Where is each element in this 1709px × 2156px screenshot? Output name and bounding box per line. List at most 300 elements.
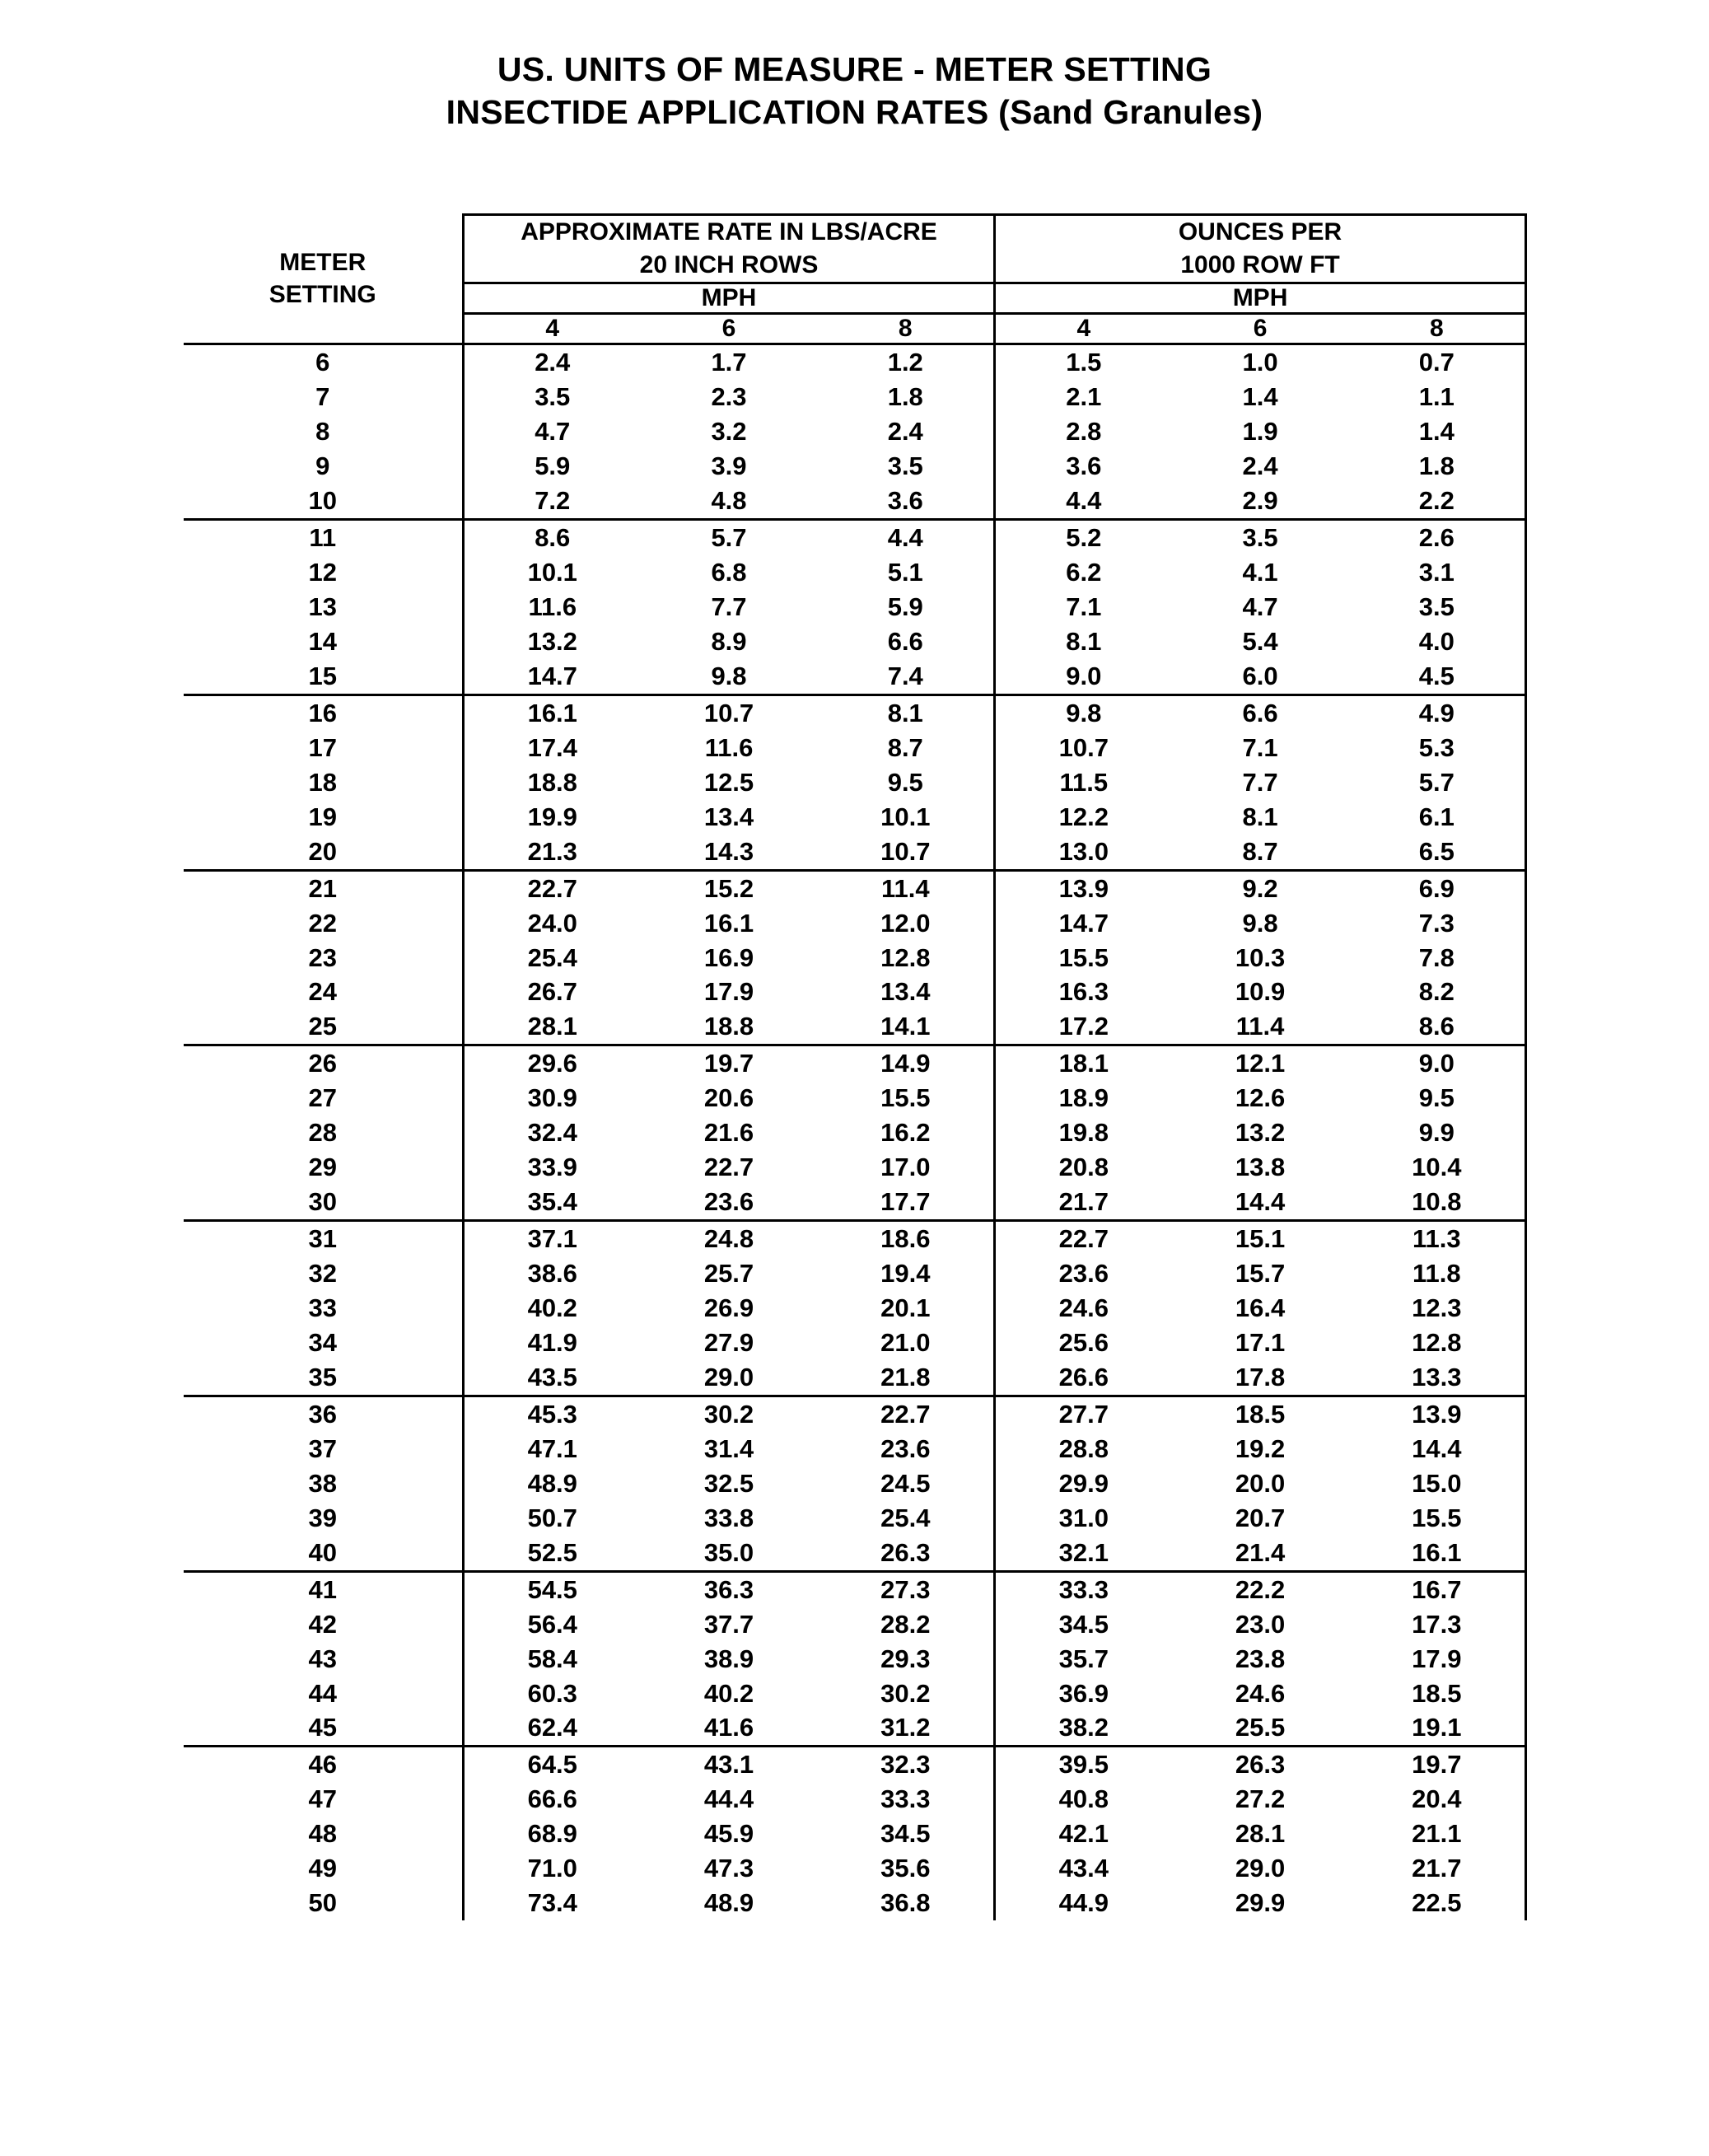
cell-lbs-per-acre: 11.6 [704, 732, 754, 762]
cell-lbs-per-acre: 1.2 [818, 344, 995, 380]
group-header-oz-line-2: 1000 ROW FT [1180, 251, 1340, 279]
cell-meter-setting: 44 [308, 1678, 337, 1708]
cell-lbs-per-acre: 19.9 [464, 800, 641, 835]
cell-ounces-per-1000ft: 12.2 [1058, 802, 1109, 831]
cell-ounces-per-1000ft: 18.5 [1349, 1677, 1526, 1711]
cell-meter-setting: 11 [184, 520, 464, 555]
cell-ounces-per-1000ft: 26.3 [1172, 1747, 1349, 1782]
table-row [184, 484, 1526, 519]
cell-lbs-per-acre: 32.4 [464, 1115, 641, 1150]
cell-ounces-per-1000ft: 12.1 [1172, 1045, 1349, 1081]
cell-lbs-per-acre: 7.4 [818, 659, 995, 695]
cell-ounces-per-1000ft: 10.3 [1235, 942, 1286, 972]
cell-lbs-per-acre: 45.9 [703, 1819, 754, 1849]
cell-ounces-per-1000ft: 8.1 [1242, 802, 1278, 831]
table-row [184, 344, 1526, 380]
cell-lbs-per-acre: 48.9 [703, 1888, 754, 1918]
cell-ounces-per-1000ft: 3.1 [1349, 555, 1526, 590]
cell-ounces-per-1000ft: 19.7 [1349, 1747, 1526, 1782]
cell-lbs-per-acre: 16.9 [703, 942, 754, 972]
cell-ounces-per-1000ft: 8.6 [1349, 1009, 1526, 1045]
cell-lbs-per-acre: 14.7 [464, 659, 641, 695]
cell-lbs-per-acre: 56.4 [464, 1607, 641, 1642]
cell-lbs-per-acre: 16.2 [818, 1115, 995, 1150]
cell-ounces-per-1000ft: 35.7 [1058, 1644, 1109, 1673]
cell-ounces-per-1000ft: 4.1 [1242, 558, 1278, 587]
cell-lbs-per-acre: 17.4 [464, 731, 641, 765]
table-row [184, 624, 1526, 659]
column-header-lbs-8mph: 8 [818, 314, 995, 344]
cell-meter-setting: 30 [308, 1187, 337, 1217]
cell-meter-setting: 47 [308, 1784, 337, 1814]
table-row [184, 906, 1526, 941]
cell-ounces-per-1000ft: 1.9 [1242, 417, 1278, 447]
cell-ounces-per-1000ft: 6.0 [1242, 661, 1278, 690]
cell-meter-setting: 39 [308, 1503, 337, 1532]
cell-lbs-per-acre: 18.8 [703, 1012, 754, 1041]
cell-ounces-per-1000ft: 9.9 [1349, 1115, 1526, 1150]
unit-header-oz-mph: MPH [995, 283, 1526, 314]
cell-ounces-per-1000ft: 13.0 [1058, 836, 1109, 866]
cell-lbs-per-acre: 41.6 [703, 1713, 754, 1742]
cell-ounces-per-1000ft: 14.7 [1058, 908, 1109, 938]
cell-ounces-per-1000ft: 8.1 [1066, 626, 1102, 656]
cell-ounces-per-1000ft: 17.2 [1058, 1012, 1109, 1041]
table-row [184, 1150, 1526, 1185]
cell-ounces-per-1000ft: 29.9 [1058, 1468, 1109, 1498]
cell-lbs-per-acre: 30.9 [464, 1081, 641, 1115]
cell-lbs-per-acre: 35.6 [818, 1851, 995, 1886]
cell-lbs-per-acre: 21.0 [818, 1326, 995, 1360]
cell-ounces-per-1000ft: 17.1 [1235, 1328, 1286, 1357]
table-body [184, 344, 1526, 1920]
table-row [184, 731, 1526, 765]
cell-ounces-per-1000ft: 42.1 [1058, 1819, 1109, 1849]
cell-ounces-per-1000ft: 8.7 [1242, 836, 1278, 866]
cell-lbs-per-acre: 14.1 [818, 1009, 995, 1045]
table-row [184, 1536, 1526, 1571]
cell-lbs-per-acre: 25.4 [818, 1501, 995, 1536]
table-row [184, 1782, 1526, 1817]
cell-lbs-per-acre: 8.1 [818, 695, 995, 730]
cell-lbs-per-acre: 29.0 [703, 1362, 754, 1391]
cell-lbs-per-acre: 4.8 [711, 486, 747, 516]
cell-lbs-per-acre: 16.1 [464, 695, 641, 730]
cell-ounces-per-1000ft: 11.8 [1349, 1256, 1526, 1291]
cell-ounces-per-1000ft: 19.1 [1349, 1710, 1526, 1746]
cell-lbs-per-acre: 24.0 [464, 906, 641, 941]
table-row [184, 1747, 1526, 1782]
cell-ounces-per-1000ft: 27.2 [1235, 1784, 1286, 1814]
cell-ounces-per-1000ft: 3.5 [1349, 590, 1526, 624]
cell-lbs-per-acre: 28.2 [818, 1607, 995, 1642]
cell-lbs-per-acre: 20.6 [703, 1083, 754, 1113]
cell-ounces-per-1000ft: 1.5 [995, 344, 1172, 380]
cell-meter-setting: 36 [184, 1396, 464, 1431]
cell-lbs-per-acre: 26.9 [703, 1293, 754, 1323]
cell-meter-setting: 14 [308, 626, 337, 656]
cell-lbs-per-acre: 52.5 [464, 1536, 641, 1571]
cell-ounces-per-1000ft: 18.5 [1172, 1396, 1349, 1431]
cell-ounces-per-1000ft: 21.1 [1349, 1817, 1526, 1851]
cell-lbs-per-acre: 5.1 [818, 555, 995, 590]
cell-lbs-per-acre: 1.7 [641, 344, 818, 380]
cell-lbs-per-acre: 40.2 [464, 1291, 641, 1326]
cell-lbs-per-acre: 6.8 [711, 558, 747, 587]
cell-lbs-per-acre: 43.5 [464, 1360, 641, 1396]
cell-lbs-per-acre: 50.7 [464, 1501, 641, 1536]
cell-lbs-per-acre: 36.8 [818, 1886, 995, 1920]
cell-ounces-per-1000ft: 13.8 [1235, 1153, 1286, 1182]
cell-lbs-per-acre: 17.0 [818, 1150, 995, 1185]
cell-lbs-per-acre: 3.5 [464, 380, 641, 414]
cell-lbs-per-acre: 10.7 [818, 835, 995, 870]
cell-ounces-per-1000ft: 6.1 [1349, 800, 1526, 835]
cell-ounces-per-1000ft: 11.3 [1349, 1221, 1526, 1256]
cell-lbs-per-acre: 18.8 [464, 765, 641, 800]
table-row [184, 1081, 1526, 1115]
cell-ounces-per-1000ft: 16.3 [1058, 977, 1109, 1007]
cell-lbs-per-acre: 5.7 [641, 520, 818, 555]
rates-table-container [184, 134, 1526, 1920]
table-row [184, 1607, 1526, 1642]
cell-meter-setting: 43 [308, 1644, 337, 1673]
cell-lbs-per-acre: 48.9 [464, 1466, 641, 1501]
cell-meter-setting: 31 [184, 1221, 464, 1256]
cell-lbs-per-acre: 27.3 [818, 1571, 995, 1606]
cell-lbs-per-acre: 26.3 [818, 1536, 995, 1571]
header-row-group-titles [184, 214, 1526, 283]
table-row [184, 1677, 1526, 1711]
cell-meter-setting: 28 [308, 1118, 337, 1148]
cell-ounces-per-1000ft: 43.4 [1058, 1854, 1109, 1883]
cell-meter-setting: 9 [315, 451, 330, 481]
cell-meter-setting: 12 [308, 558, 337, 587]
table-row [184, 1291, 1526, 1326]
cell-ounces-per-1000ft: 5.3 [1349, 731, 1526, 765]
cell-ounces-per-1000ft: 22.7 [995, 1221, 1172, 1256]
cell-lbs-per-acre: 44.4 [703, 1784, 754, 1814]
cell-ounces-per-1000ft: 29.9 [1235, 1888, 1286, 1918]
cell-lbs-per-acre: 29.3 [818, 1642, 995, 1677]
cell-ounces-per-1000ft: 22.2 [1172, 1571, 1349, 1606]
table-row [184, 800, 1526, 835]
cell-lbs-per-acre: 2.3 [711, 382, 747, 412]
table-row [184, 1710, 1526, 1746]
cell-ounces-per-1000ft: 19.2 [1235, 1433, 1286, 1463]
cell-ounces-per-1000ft: 6.9 [1349, 870, 1526, 905]
cell-meter-setting: 48 [308, 1819, 337, 1849]
table-header [184, 214, 1526, 344]
cell-ounces-per-1000ft: 10.9 [1235, 977, 1286, 1007]
cell-lbs-per-acre: 38.9 [703, 1644, 754, 1673]
cell-ounces-per-1000ft: 20.4 [1349, 1782, 1526, 1817]
table-row [184, 555, 1526, 590]
table-row [184, 1396, 1526, 1431]
cell-ounces-per-1000ft: 24.6 [1235, 1678, 1286, 1708]
row-header-meter-setting [184, 214, 464, 344]
table-row [184, 1571, 1526, 1606]
cell-lbs-per-acre: 38.6 [464, 1256, 641, 1291]
cell-meter-setting: 32 [308, 1259, 337, 1288]
column-header-oz-6mph: 6 [1253, 315, 1268, 343]
cell-lbs-per-acre: 23.6 [818, 1432, 995, 1466]
table-row [184, 520, 1526, 555]
cell-meter-setting: 18 [308, 767, 337, 797]
cell-ounces-per-1000ft: 15.1 [1172, 1221, 1349, 1256]
cell-ounces-per-1000ft: 20.0 [1235, 1468, 1286, 1498]
cell-lbs-per-acre: 8.9 [711, 626, 747, 656]
cell-meter-setting: 21 [184, 870, 464, 905]
cell-lbs-per-acre: 3.9 [711, 451, 747, 481]
cell-lbs-per-acre: 10.1 [818, 800, 995, 835]
table-row [184, 1642, 1526, 1677]
cell-ounces-per-1000ft: 8.2 [1349, 975, 1526, 1009]
cell-meter-setting: 20 [308, 836, 337, 866]
cell-meter-setting: 7 [315, 382, 330, 412]
cell-ounces-per-1000ft: 12.8 [1349, 1326, 1526, 1360]
column-header-lbs-4mph: 4 [464, 314, 641, 344]
cell-lbs-per-acre: 33.8 [703, 1503, 754, 1532]
cell-ounces-per-1000ft: 9.0 [1349, 1045, 1526, 1081]
cell-meter-setting: 41 [184, 1571, 464, 1606]
cell-lbs-per-acre: 31.2 [818, 1710, 995, 1746]
cell-ounces-per-1000ft: 13.2 [1235, 1118, 1286, 1148]
cell-lbs-per-acre: 41.9 [464, 1326, 641, 1360]
column-header-lbs-6mph: 6 [721, 315, 736, 343]
rates-table [184, 213, 1528, 1920]
cell-ounces-per-1000ft: 44.9 [1058, 1888, 1109, 1918]
cell-ounces-per-1000ft: 13.3 [1349, 1360, 1526, 1396]
cell-lbs-per-acre: 10.1 [464, 555, 641, 590]
cell-ounces-per-1000ft: 1.4 [1242, 382, 1278, 412]
unit-header-lbs-mph: MPH [464, 283, 995, 314]
cell-meter-setting: 46 [184, 1747, 464, 1782]
table-row [184, 975, 1526, 1009]
cell-lbs-per-acre: 34.5 [818, 1817, 995, 1851]
cell-lbs-per-acre: 73.4 [464, 1886, 641, 1920]
cell-lbs-per-acre: 22.7 [818, 1396, 995, 1431]
cell-ounces-per-1000ft: 9.8 [995, 695, 1172, 730]
cell-ounces-per-1000ft: 4.4 [1066, 486, 1102, 516]
cell-ounces-per-1000ft: 13.9 [1349, 1396, 1526, 1431]
cell-meter-setting: 16 [184, 695, 464, 730]
cell-lbs-per-acre: 47.3 [703, 1854, 754, 1883]
cell-lbs-per-acre: 11.4 [818, 870, 995, 905]
cell-lbs-per-acre: 13.2 [464, 624, 641, 659]
cell-ounces-per-1000ft: 1.1 [1349, 380, 1526, 414]
cell-ounces-per-1000ft: 12.6 [1235, 1083, 1286, 1113]
table-row [184, 765, 1526, 800]
cell-ounces-per-1000ft: 15.5 [1058, 942, 1109, 972]
cell-lbs-per-acre: 10.7 [641, 695, 818, 730]
cell-ounces-per-1000ft: 28.8 [1058, 1433, 1109, 1463]
cell-lbs-per-acre: 24.5 [818, 1466, 995, 1501]
cell-lbs-per-acre: 9.8 [711, 661, 747, 690]
cell-ounces-per-1000ft: 2.2 [1349, 484, 1526, 519]
group-header-lbs-line-2: 20 INCH ROWS [639, 251, 819, 279]
cell-ounces-per-1000ft: 2.4 [1242, 451, 1278, 481]
cell-lbs-per-acre: 33.3 [818, 1782, 995, 1817]
table-row [184, 1009, 1526, 1045]
cell-lbs-per-acre: 5.9 [464, 449, 641, 484]
page-title [0, 0, 1709, 134]
cell-ounces-per-1000ft: 31.0 [1058, 1503, 1109, 1532]
cell-lbs-per-acre: 71.0 [464, 1851, 641, 1886]
cell-ounces-per-1000ft: 11.4 [1235, 1012, 1285, 1041]
cell-lbs-per-acre: 40.2 [703, 1678, 754, 1708]
cell-lbs-per-acre: 5.9 [818, 590, 995, 624]
cell-lbs-per-acre: 22.7 [464, 870, 641, 905]
cell-lbs-per-acre: 21.6 [703, 1118, 754, 1148]
cell-ounces-per-1000ft: 15.7 [1235, 1259, 1286, 1288]
cell-ounces-per-1000ft: 15.0 [1349, 1466, 1526, 1501]
cell-meter-setting: 35 [308, 1362, 337, 1391]
cell-meter-setting: 15 [308, 661, 337, 690]
cell-lbs-per-acre: 24.8 [641, 1221, 818, 1256]
cell-ounces-per-1000ft: 4.9 [1349, 695, 1526, 730]
cell-ounces-per-1000ft: 16.1 [1349, 1536, 1526, 1571]
cell-ounces-per-1000ft: 26.6 [1058, 1362, 1109, 1391]
table-row [184, 1360, 1526, 1396]
cell-lbs-per-acre: 37.7 [703, 1609, 754, 1639]
cell-lbs-per-acre: 45.3 [464, 1396, 641, 1431]
cell-ounces-per-1000ft: 21.4 [1235, 1537, 1286, 1567]
cell-ounces-per-1000ft: 6.6 [1172, 695, 1349, 730]
cell-lbs-per-acre: 66.6 [464, 1782, 641, 1817]
cell-lbs-per-acre: 23.6 [703, 1187, 754, 1217]
cell-lbs-per-acre: 17.9 [703, 977, 754, 1007]
cell-lbs-per-acre: 64.5 [464, 1747, 641, 1782]
table-row [184, 659, 1526, 695]
cell-meter-setting: 26 [184, 1045, 464, 1081]
cell-ounces-per-1000ft: 7.7 [1242, 767, 1278, 797]
table-row [184, 1185, 1526, 1220]
cell-ounces-per-1000ft: 17.9 [1349, 1642, 1526, 1677]
cell-lbs-per-acre: 32.3 [818, 1747, 995, 1782]
cell-ounces-per-1000ft: 7.1 [1242, 732, 1278, 762]
cell-lbs-per-acre: 22.7 [703, 1153, 754, 1182]
cell-lbs-per-acre: 60.3 [464, 1677, 641, 1711]
column-header-oz-4mph: 4 [1076, 315, 1091, 343]
cell-ounces-per-1000ft: 2.9 [1242, 486, 1278, 516]
cell-lbs-per-acre: 14.3 [703, 836, 754, 866]
cell-meter-setting: 22 [308, 908, 337, 938]
cell-ounces-per-1000ft: 5.2 [995, 520, 1172, 555]
cell-ounces-per-1000ft: 19.8 [1058, 1118, 1109, 1148]
cell-ounces-per-1000ft: 32.1 [1058, 1537, 1109, 1567]
table-row [184, 1886, 1526, 1920]
cell-lbs-per-acre: 12.0 [818, 906, 995, 941]
cell-ounces-per-1000ft: 27.7 [995, 1396, 1172, 1431]
cell-ounces-per-1000ft: 4.5 [1349, 659, 1526, 695]
cell-ounces-per-1000ft: 1.4 [1349, 414, 1526, 449]
cell-ounces-per-1000ft: 20.7 [1235, 1503, 1286, 1532]
cell-lbs-per-acre: 47.1 [464, 1432, 641, 1466]
table-row [184, 1501, 1526, 1536]
cell-lbs-per-acre: 19.4 [818, 1256, 995, 1291]
cell-lbs-per-acre: 26.7 [464, 975, 641, 1009]
cell-ounces-per-1000ft: 22.5 [1349, 1886, 1526, 1920]
cell-lbs-per-acre: 27.9 [703, 1328, 754, 1357]
table-row [184, 1851, 1526, 1886]
title-line-2: INSECTIDE APPLICATION RATES (Sand Granules) [446, 93, 1263, 132]
cell-lbs-per-acre: 4.7 [464, 414, 641, 449]
cell-lbs-per-acre: 14.9 [818, 1045, 995, 1081]
cell-lbs-per-acre: 13.4 [818, 975, 995, 1009]
cell-ounces-per-1000ft: 21.7 [1349, 1851, 1526, 1886]
cell-lbs-per-acre: 2.4 [464, 344, 641, 380]
cell-lbs-per-acre: 30.2 [818, 1677, 995, 1711]
cell-ounces-per-1000ft: 11.5 [1059, 767, 1109, 797]
cell-ounces-per-1000ft: 23.6 [1058, 1259, 1109, 1288]
cell-ounces-per-1000ft: 1.0 [1172, 344, 1349, 380]
cell-ounces-per-1000ft: 2.6 [1349, 520, 1526, 555]
cell-lbs-per-acre: 37.1 [464, 1221, 641, 1256]
cell-ounces-per-1000ft: 28.1 [1235, 1819, 1286, 1849]
cell-lbs-per-acre: 11.6 [464, 590, 641, 624]
cell-ounces-per-1000ft: 6.5 [1349, 835, 1526, 870]
cell-ounces-per-1000ft: 21.7 [1058, 1187, 1109, 1217]
cell-ounces-per-1000ft: 17.8 [1235, 1362, 1286, 1391]
cell-ounces-per-1000ft: 39.5 [995, 1747, 1172, 1782]
table-row [184, 1221, 1526, 1256]
cell-ounces-per-1000ft: 25.5 [1235, 1713, 1286, 1742]
cell-ounces-per-1000ft: 10.4 [1349, 1150, 1526, 1185]
cell-ounces-per-1000ft: 40.8 [1058, 1784, 1109, 1814]
cell-ounces-per-1000ft: 9.8 [1242, 908, 1278, 938]
cell-ounces-per-1000ft: 15.5 [1349, 1501, 1526, 1536]
cell-meter-setting: 17 [308, 732, 337, 762]
cell-lbs-per-acre: 9.5 [818, 765, 995, 800]
cell-lbs-per-acre: 32.5 [703, 1468, 754, 1498]
group-header-ounces-per-1000ft [995, 214, 1526, 283]
cell-meter-setting: 10 [308, 486, 337, 516]
cell-lbs-per-acre: 25.7 [703, 1259, 754, 1288]
cell-lbs-per-acre: 25.4 [464, 941, 641, 975]
cell-ounces-per-1000ft: 4.7 [1242, 592, 1278, 621]
cell-lbs-per-acre: 6.6 [818, 624, 995, 659]
cell-meter-setting: 24 [308, 977, 337, 1007]
cell-ounces-per-1000ft: 7.3 [1349, 906, 1526, 941]
table-row [184, 695, 1526, 730]
cell-meter-setting: 33 [308, 1293, 337, 1323]
cell-ounces-per-1000ft: 29.0 [1235, 1854, 1286, 1883]
cell-lbs-per-acre: 7.2 [464, 484, 641, 519]
cell-lbs-per-acre: 7.7 [711, 592, 747, 621]
cell-lbs-per-acre: 3.5 [818, 449, 995, 484]
cell-lbs-per-acre: 3.6 [818, 484, 995, 519]
cell-ounces-per-1000ft: 16.4 [1235, 1293, 1286, 1323]
cell-ounces-per-1000ft: 2.8 [1066, 417, 1102, 447]
cell-lbs-per-acre: 4.4 [818, 520, 995, 555]
cell-lbs-per-acre: 19.7 [641, 1045, 818, 1081]
cell-lbs-per-acre: 8.7 [818, 731, 995, 765]
cell-lbs-per-acre: 13.4 [703, 802, 754, 831]
cell-meter-setting: 42 [308, 1609, 337, 1639]
cell-ounces-per-1000ft: 2.1 [1066, 382, 1102, 412]
cell-meter-setting: 45 [308, 1713, 337, 1742]
cell-lbs-per-acre: 12.8 [818, 941, 995, 975]
cell-lbs-per-acre: 21.3 [464, 835, 641, 870]
table-row [184, 590, 1526, 624]
cell-ounces-per-1000ft: 18.9 [1058, 1083, 1109, 1113]
cell-lbs-per-acre: 35.4 [464, 1185, 641, 1220]
cell-lbs-per-acre: 16.1 [703, 908, 754, 938]
cell-ounces-per-1000ft: 33.3 [995, 1571, 1172, 1606]
table-row [184, 941, 1526, 975]
cell-ounces-per-1000ft: 25.6 [1058, 1328, 1109, 1357]
